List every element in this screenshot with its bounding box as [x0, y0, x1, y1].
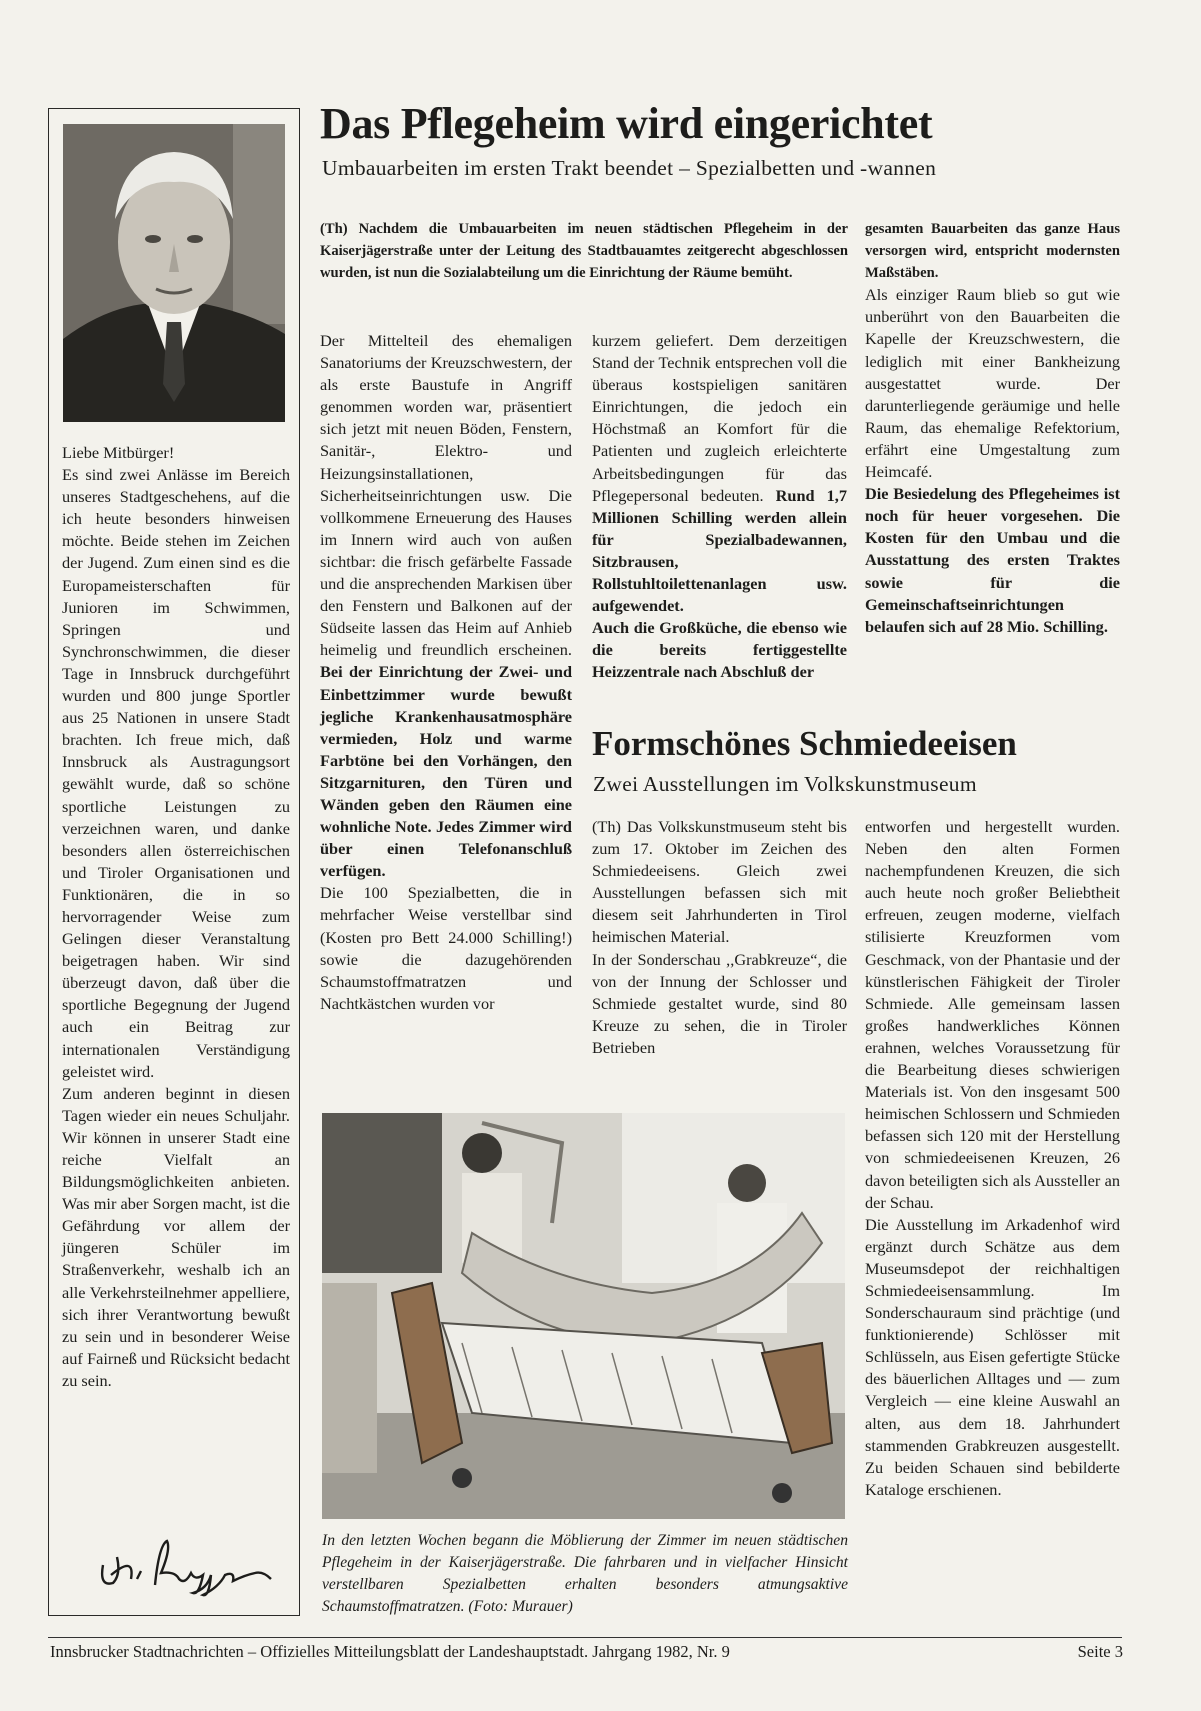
article-column-1 — [320, 330, 572, 1015]
mayor-letter — [62, 442, 290, 1392]
article2-col2-text2: Die Ausstellung im Arkadenhof wird ergänzt durch Schätze aus dem Museumsdepot der reichhaltigen Schmiedeeisensammlung. Im Sonderschauraum sind prächtige (und funktionierende) Schlösser mit Schlüsseln, aus Eisen gefertigte Stücke des bäuerlichen Alltages und — zum Vergleich — eine kleine Auswahl an alten, aus dem 18. Jahrhundert stammenden Grabkreuzen ausgestellt. Zu beiden Schauen sind bebilderte Kataloge erschienen. — [865, 1214, 1120, 1499]
article-col3-text: Als einziger Raum blieb so gut wie unberührt von den Bauarbeiten die Kapelle der Kreuzschwestern, die lediglich mit einer Bankheizung ausgestattet wurde. Der darunterliegende geräumige und helle Raum, das ehemalige Refektorium, erfährt eine Umgestaltung zum Heimcafé. — [865, 285, 1120, 482]
photo-caption: In den letzten Wochen begann die Möblierung der Zimmer im neuen städtischen Pflegeheim in der Kaiserjägerstraße. Die fahrbaren und in vielfacher Hinsicht verstellbaren Spezialbetten erhalten besonders atmungsaktive Schaumstoffmatratzen. (Foto: Murauer) — [322, 1532, 848, 1616]
article2-col1-text2: In der Sonderschau ,,Grabkreuze“, die von der Innung der Schlosser und Schmiede gestaltet wurde, sind 80 Kreuze zu sehen, die in Tiroler Betrieben — [592, 949, 847, 1057]
letter-paragraph-1: Es sind zwei Anlässe im Bereich unseres Stadtgeschehens, auf die ich heute besonders hinweisen möchte. Beide stehen im Zeichen der Jugend. Zum einen sind es die Europameisterschaften für Junioren im Schwimmen, Springen und Synchronschwimmen, die dieser Tage in Innsbruck durchgeführt wurden und 800 junge Sportler aus 25 Nationen in unsere Stadt brachten. Ich freue mich, daß Innsbruck als Austragungsort gewählt wurde, daß so schöne sportliche Leistungen zu verzeichnen waren, und danke besonders allen österreichischen und Tiroler Organisationen und Funktionären, die in so hervorragender Weise zum Gelingen dieser Veranstaltung beigetragen haben. Wir sind überzeugt davon, daß über die sportliche Begegnung der Jugend auch ein Beitrag zur internationalen Verständigung geleistet wird. — [62, 465, 290, 1081]
article2-column-1 — [592, 816, 847, 1059]
footer-publication: Innsbrucker Stadtnachrichten – Offizielles Mitteilungsblatt der Landeshauptstadt. Jahrgang 1982, Nr. 9 — [50, 1642, 730, 1661]
article2-col1-text: (Th) Das Volkskunstmuseum steht bis zum 17. Oktober im Zeichen des Schmiedeeisens. Gleich zwei Ausstellungen befassen sich mit diesem seit Jahrhunderten in Tirol heimischen Material. — [592, 817, 847, 947]
article2-subheadline: Zwei Ausstellungen im Volkskunstmuseum — [593, 772, 977, 796]
article-col2-text: kurzem geliefert. Dem derzeitigen Stand der Technik entsprechen voll die überaus kostspieligen sanitären Einrichtungen, die jedoch ein Höchstmaß an Komfort für die Patienten und zugleich erleichterte Arbeitsbedingungen für das Pflegepersonal bedeuten. — [592, 331, 847, 505]
mayor-signature — [95, 1535, 285, 1597]
article-headline: Das Pflegeheim wird eingerichtet — [320, 99, 933, 148]
article-col1-text: Der Mittelteil des ehemaligen Sanatoriums der Kreuzschwestern, der als erste Baustufe in Angriff genommen worden war, präsentiert sich jetzt mit neuen Böden, Fenstern, Sanitär-, Elektro- und Heizungsinstallationen, Sicherheitseinrichtungen usw. Die vollkommene Erneuerung des Hauses im Innern wird auch von außen sichtbar: die frisch gefärbelte Fassade und die ansprechenden Markisen über den Fenstern und Balkonen auf der Südseite lassen das Heim auf Anhieb heimelig und freundlich erscheinen. — [320, 331, 572, 660]
article2-headline: Formschönes Schmiedeeisen — [592, 724, 1017, 763]
article-column-2 — [592, 330, 847, 684]
article-col2-bold: Rund 1,7 Millionen Schilling werden allein für Spezialbadewannen, Sitzbrausen, Rollstuhltoilettenanlagen usw. aufgewendet. — [592, 485, 847, 616]
article2-col2-text: entworfen und hergestellt wurden. Neben den alten Formen nachempfundenen Kreuzen, die sich auch heute noch großer Beliebtheit erfreuen, zeugen moderne, vielfach stilisierte Kreuzformen vom Geschmack, von der Phantasie und der künstlerischen Fähigkeit der Tiroler Schmiede. Alle gemeinsam lassen großes handwerkliches Können erahnen, welches Voraussetzung für die Bearbeitung dieses schwierigen Materials ist. Von den insgesamt 500 heimischen Schlossern und Schmieden befassen sich 120 mit der Herstellung von schmiedeeisenen Kreuzen, 26 davon beteiligten sich als Aussteller an der Schau. — [865, 817, 1120, 1212]
mayor-portrait-photo — [63, 124, 285, 422]
article-col3-bold2: Die Besiedelung des Pflegeheimes ist noch für heuer vorgesehen. Die Kosten für den Umbau und die Ausstattung des ersten Traktes sowie für die Gemeinschaftseinrichtungen belaufen sich auf 28 Mio. Schilling. — [865, 484, 1120, 636]
article2-column-2 — [865, 816, 1120, 1501]
article-col2-bold2: Auch die Großküche, die ebenso wie die bereits fertiggestellte Heizzentrale nach Abschluß der — [592, 618, 847, 682]
footer-rule — [48, 1637, 1122, 1638]
article-col1-text2: Die 100 Spezialbetten, die in mehrfacher Weise verstellbar sind (Kosten pro Bett 24.000 Schilling!) sowie die dazugehörenden Schaumstoffmatratzen und Nachtkästchen wurden vor — [320, 883, 572, 1013]
care-home-bed-photo — [322, 1113, 845, 1519]
article-subheadline: Umbauarbeiten im ersten Trakt beendet – Spezialbetten und -wannen — [322, 156, 937, 180]
article-column-3 — [865, 218, 1120, 638]
letter-paragraph-2: Zum anderen beginnt in diesen Tagen wieder ein neues Schuljahr. Wir können in unserer Stadt eine reiche Vielfalt an Bildungsmöglichkeiten anbieten. Was mir aber Sorgen macht, ist die Gefährdung vor allem der jüngeren Schüler im Straßenverkehr, weshalb ich an alle Verkehrsteilnehmer appelliere, sich ihrer Verantwortung bewußt zu sein und in besonderer Weise auf Fairneß und Rücksicht bedacht zu sein. — [62, 1083, 290, 1390]
article-lead: (Th) Nachdem die Umbauarbeiten im neuen städtischen Pflegeheim in der Kaiserjägerstraße unter der Leitung des Stadtbauamtes zeitgerecht abgeschlossen wurden, ist nun die Sozialabteilung um die Einrichtung der Räume bemüht. — [320, 221, 848, 282]
letter-greeting: Liebe Mitbürger! — [62, 443, 175, 462]
article-col1-bold: Bei der Einrichtung der Zwei- und Einbettzimmer wurde bewußt jegliche Krankenhausatmosphäre vermieden, Holz und warme Farbtöne bei den Vorhängen, den Sitzgarnituren, den Türen und Wänden geben den Räumen eine wohnliche Note. Jedes Zimmer wird über einen Telefonanschluß verfügen. — [320, 662, 572, 881]
article-col3-bold: gesamten Bauarbeiten das ganze Haus versorgen wird, entspricht modernsten Maßstäben. — [865, 221, 1120, 282]
footer-page-number: Seite 3 — [1077, 1642, 1123, 1661]
